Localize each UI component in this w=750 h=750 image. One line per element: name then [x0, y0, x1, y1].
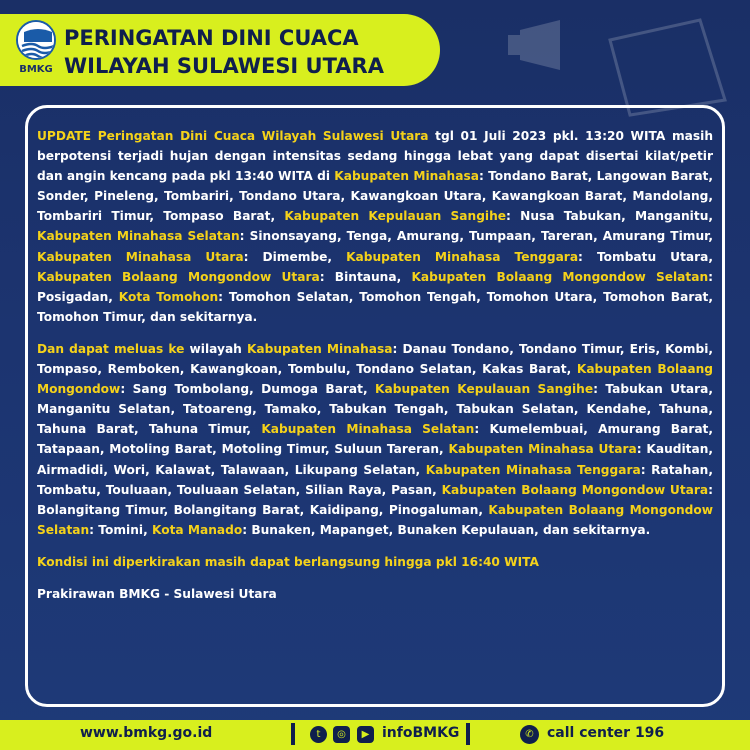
region-highlight: Kabupaten Bolaang Mongondow Utara	[37, 269, 320, 284]
logo-text: BMKG	[19, 64, 53, 75]
region-highlight: Kabupaten Bolaang Mongondow Utara	[441, 482, 709, 497]
twitter-icon[interactable]: t	[310, 726, 327, 743]
warning-text: : Dimembe,	[243, 249, 347, 264]
megaphone-map-decoration	[500, 10, 730, 120]
warning-text: : Kauditan, Airmadidi, Wori, Kalawat, Talawaan, Likupang Selatan,	[37, 442, 713, 477]
region-highlight: Kabupaten Minahasa Selatan	[261, 422, 475, 437]
warning-text: : Danau Tondano, Tondano Timur, Eris, Kombi, Tompaso, Remboken, Kawangkoan, Tombulu, Tondano Selatan, Kakas Barat,	[37, 341, 714, 377]
warning-text: : Bolangitang Timur, Bolangitang Barat, Kaidipang, Pinogaluman,	[37, 482, 713, 517]
footer-divider	[291, 723, 295, 745]
region-highlight: Kabupaten Minahasa Utara	[448, 442, 637, 457]
condition-note: Kondisi ini diperkirakan masih dapat berlangsung hingga pkl 16:40 WITA	[37, 554, 539, 569]
page-title-line2: WILAYAH SULAWESI UTARA	[64, 54, 384, 78]
bmkg-logo	[12, 20, 60, 80]
region-highlight: Kabupaten Minahasa Tenggara	[425, 462, 641, 477]
region-highlight: Kabupaten Kepulauan Sangihe	[375, 382, 594, 397]
region-highlight: Kabupaten Bolaang Mongondow	[37, 362, 714, 397]
region-highlight: Kabupaten Minahasa Selatan	[37, 229, 240, 244]
warning-content	[37, 126, 713, 616]
warning-text: : Tondano Barat, Langowan Barat, Sonder, Pineleng, Tombariri, Tondano Utara, Kawangkoan Utara, Kawangkoan Barat, Mandolang, Tombariri Timur, Tompaso Barat,	[37, 169, 713, 224]
call-center[interactable]: call center 196	[547, 725, 665, 741]
warning-text: tgl 01 Juli 2023 pkl. 13:20 WITA masih berpotensi terjadi hujan dengan intensitas sedang hingga lebat yang dapat disertai kilat/petir dan angin kencang pada pkl 13:40 WITA di	[37, 129, 713, 184]
forecaster-signature: Prakirawan BMKG - Sulawesi Utara	[37, 586, 277, 601]
warning-text: : Kumelembuai, Amurang Barat, Tatapaan, Motoling Barat, Motoling Timur, Suluun Tareran,	[37, 422, 714, 457]
warning-text: : Bintauna,	[319, 269, 412, 284]
region-highlight: Kota Manado	[151, 522, 243, 537]
region-highlight: Kabupaten Minahasa Tenggara	[346, 249, 579, 264]
instagram-icon[interactable]: ◎	[333, 726, 350, 743]
footer-divider	[466, 723, 470, 745]
warning-paragraph-main	[37, 126, 713, 327]
warning-text: : Sang Tombolang, Dumoga Barat,	[120, 382, 376, 397]
warning-text: : Posigadan,	[37, 269, 713, 304]
warning-text: : Tombatu Utara,	[578, 249, 713, 264]
region-highlight: Kabupaten Bolaang Mongondow Selatan	[37, 502, 713, 537]
whatsapp-icon[interactable]: ✆	[520, 725, 539, 744]
warning-paragraph-expansion	[37, 339, 713, 540]
warning-text: : Sinonsayang, Tenga, Amurang, Tumpaan, Tareran, Amurang Timur,	[239, 229, 713, 244]
warning-text: : Tomini,	[89, 522, 152, 537]
website-link[interactable]: www.bmkg.go.id	[80, 725, 213, 741]
region-highlight: Kabupaten Bolaang Mongondow Selatan	[411, 269, 709, 284]
social-handle[interactable]: infoBMKG	[382, 725, 460, 741]
region-highlight: Kabupaten Minahasa	[334, 169, 479, 184]
warning-text: : Nusa Tabukan, Manganitu,	[506, 209, 713, 224]
region-highlight: Kota Tomohon	[118, 289, 219, 304]
region-highlight: Dan dapat meluas ke	[37, 341, 185, 356]
page-title-line1: PERINGATAN DINI CUACA	[64, 26, 359, 50]
region-highlight: Kabupaten Minahasa	[246, 341, 393, 356]
region-highlight: Kabupaten Minahasa Utara	[37, 249, 244, 264]
youtube-icon[interactable]: ▶	[357, 726, 374, 743]
footer-bar	[0, 720, 750, 750]
region-highlight: Kabupaten Kepulauan Sangihe	[284, 209, 507, 224]
warning-text: wilayah	[184, 341, 247, 356]
warning-text: : Ratahan, Tombatu, Touluaan, Touluaan Selatan, Silian Raya, Pasan,	[37, 462, 713, 497]
warning-text: : Tabukan Utara, Manganitu Selatan, Tatoareng, Tamako, Tabukan Tengah, Tabukan Selatan, Kendahe, Tahuna, Tahuna Barat, Tahuna Timur,	[37, 382, 714, 437]
region-highlight: UPDATE Peringatan Dini Cuaca Wilayah Sulawesi Utara	[37, 129, 429, 143]
warning-text: : Bunaken, Mapanget, Bunaken Kepulauan, dan sekitarnya.	[242, 522, 651, 537]
warning-text: : Tomohon Selatan, Tomohon Tengah, Tomohon Utara, Tomohon Barat, Tomohon Timur, dan sekitarnya.	[37, 289, 714, 324]
